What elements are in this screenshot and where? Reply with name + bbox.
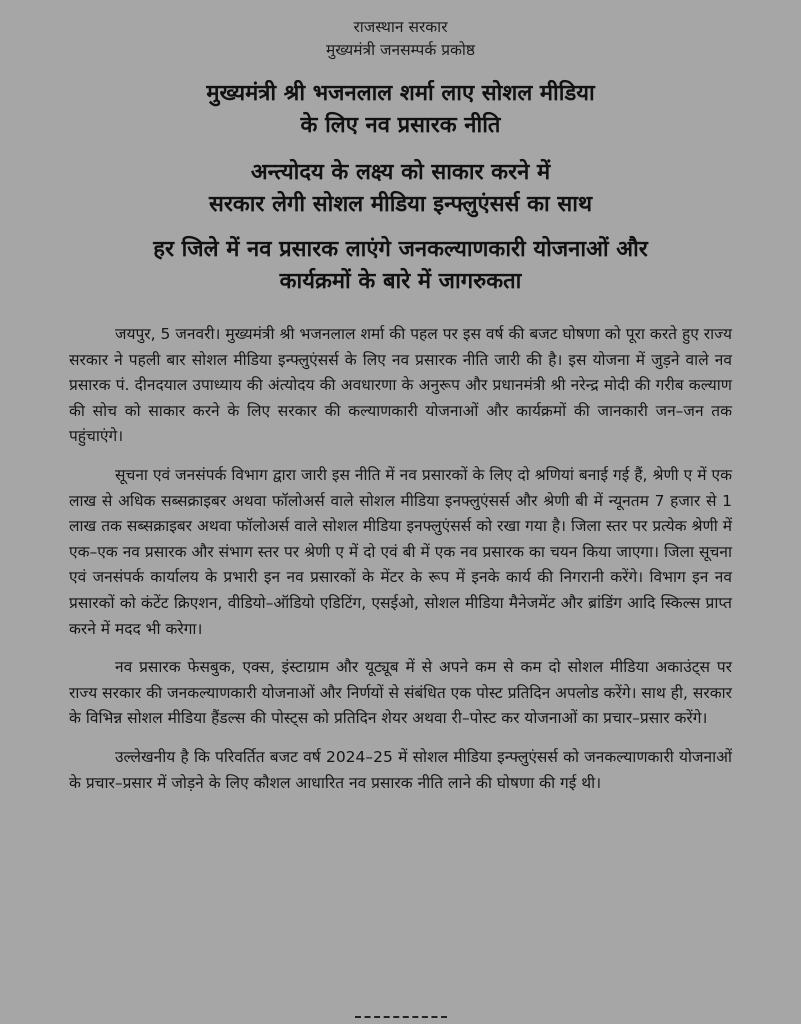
headline-3	[69, 234, 732, 298]
headline-3-line-2: कार्यक्रमों के बारे में जागरुकता	[279, 269, 522, 294]
article-body	[69, 322, 732, 796]
headline-1	[69, 78, 732, 142]
paragraph-2: सूचना एवं जनसंपर्क विभाग द्वारा जारी इस नीति में नव प्रसारकों के लिए दो श्रणियां बनाई गई हैं, श्रेणी ए में एक लाख से अधिक सब्सक्राइबर अथवा फॉलोअर्स वाले सोशल मीडिया इनफ्लुएंसर्स और श्रेणी बी में न्यूनतम 7 हजार से 1 लाख तक सब्सक्राइबर अथवा फॉलोअर्स वाले सोशल मीडिया इनफ्लुएंसर्स को रखा गया है। जिला स्तर पर प्रत्येक श्रेणी में एक–एक नव प्रसारक और संभाग स्तर पर श्रेणी ए में दो एवं बी में एक नव प्रसारक का चयन किया जाएगा। जिला सूचना एवं जनसंपर्क कार्यालय के प्रभारी इन नव प्रसारकों के मेंटर के रूप में इनके कार्य की निगरानी करेंगे। विभाग इन नव प्रसारकों को कंटेंट क्रिएशन, वीडियो–ऑडियो एडिटिंग, एसईओ, सोशल मीडिया मैनेजमेंट और ब्रांडिंग आदि स्किल्स प्राप्त करने में मदद भी करेगा।	[69, 465, 732, 638]
end-divider	[355, 1016, 447, 1018]
paragraph-3: नव प्रसारक फेसबुक, एक्स, इंस्टाग्राम और यूट्यूब में से अपने कम से कम दो सोशल मीडिया अकाउंट्स पर राज्य सरकार की जनकल्याणकारी योजनाओं और निर्णयों से संबंधित एक पोस्ट प्रतिदिन अपलोड करेंगे। साथ ही, सरकार के विभिन्न सोशल मीडिया हैंडल्स की पोस्ट्स को प्रतिदिन शेयर अथवा री–पोस्ट कर योजनाओं का प्रचार–प्रसार करेंगे।	[69, 658, 732, 728]
headline-1-line-2: के लिए नव प्रसारक नीति	[300, 113, 501, 138]
headline-1-line-1: मुख्यमंत्री श्री भजनलाल शर्मा लाए सोशल मीडिया	[206, 81, 595, 106]
headline-2-line-2: सरकार लेगी सोशल मीडिया इन्फ्लुएंसर्स का साथ	[208, 192, 593, 217]
headline-3-line-1: हर जिले में नव प्रसारक लाएंगे जनकल्याणकारी योजनाओं और	[153, 237, 648, 262]
headline-2-line-1: अन्त्योदय के लक्ष्य को साकार करने में	[250, 160, 551, 185]
government-name: राजस्थान सरकार	[353, 18, 448, 36]
issuer-header	[69, 0, 732, 62]
paragraph-4: उल्लेखनीय है कि परिवर्तित बजट वर्ष 2024–25 में सोशल मीडिया इन्फ्लुएंसर्स को जनकल्याणकारी योजनाओं के प्रचार–प्रसार में जोड़ने के लिए कौशल आधारित नव प्रसारक नीति लाने की घोषणा की गई थी।	[69, 747, 732, 792]
headline-2	[69, 157, 732, 221]
department-name: मुख्यमंत्री जनसम्पर्क प्रकोष्ठ	[325, 41, 476, 59]
paragraph-1: जयपुर, 5 जनवरी। मुख्यमंत्री श्री भजनलाल शर्मा की पहल पर इस वर्ष की बजट घोषणा को पूरा करते हुए राज्य सरकार ने पहली बार सोशल मीडिया इन्फ्लुएंसर्स के लिए नव प्रसारक नीति जारी की है। इस योजना में जुड़ने वाले नव प्रसारक पं. दीनदयाल उपाध्याय की अंत्योदय की अवधारणा के अनुरूप और प्रधानमंत्री श्री नरेन्द्र मोदी की गरीब कल्याण की सोच को साकार करने के लिए सरकार की कल्याणकारी योजनाओं और कार्यक्रमों की जानकारी जन–जन तक पहुंचाएंगे।	[69, 325, 732, 446]
